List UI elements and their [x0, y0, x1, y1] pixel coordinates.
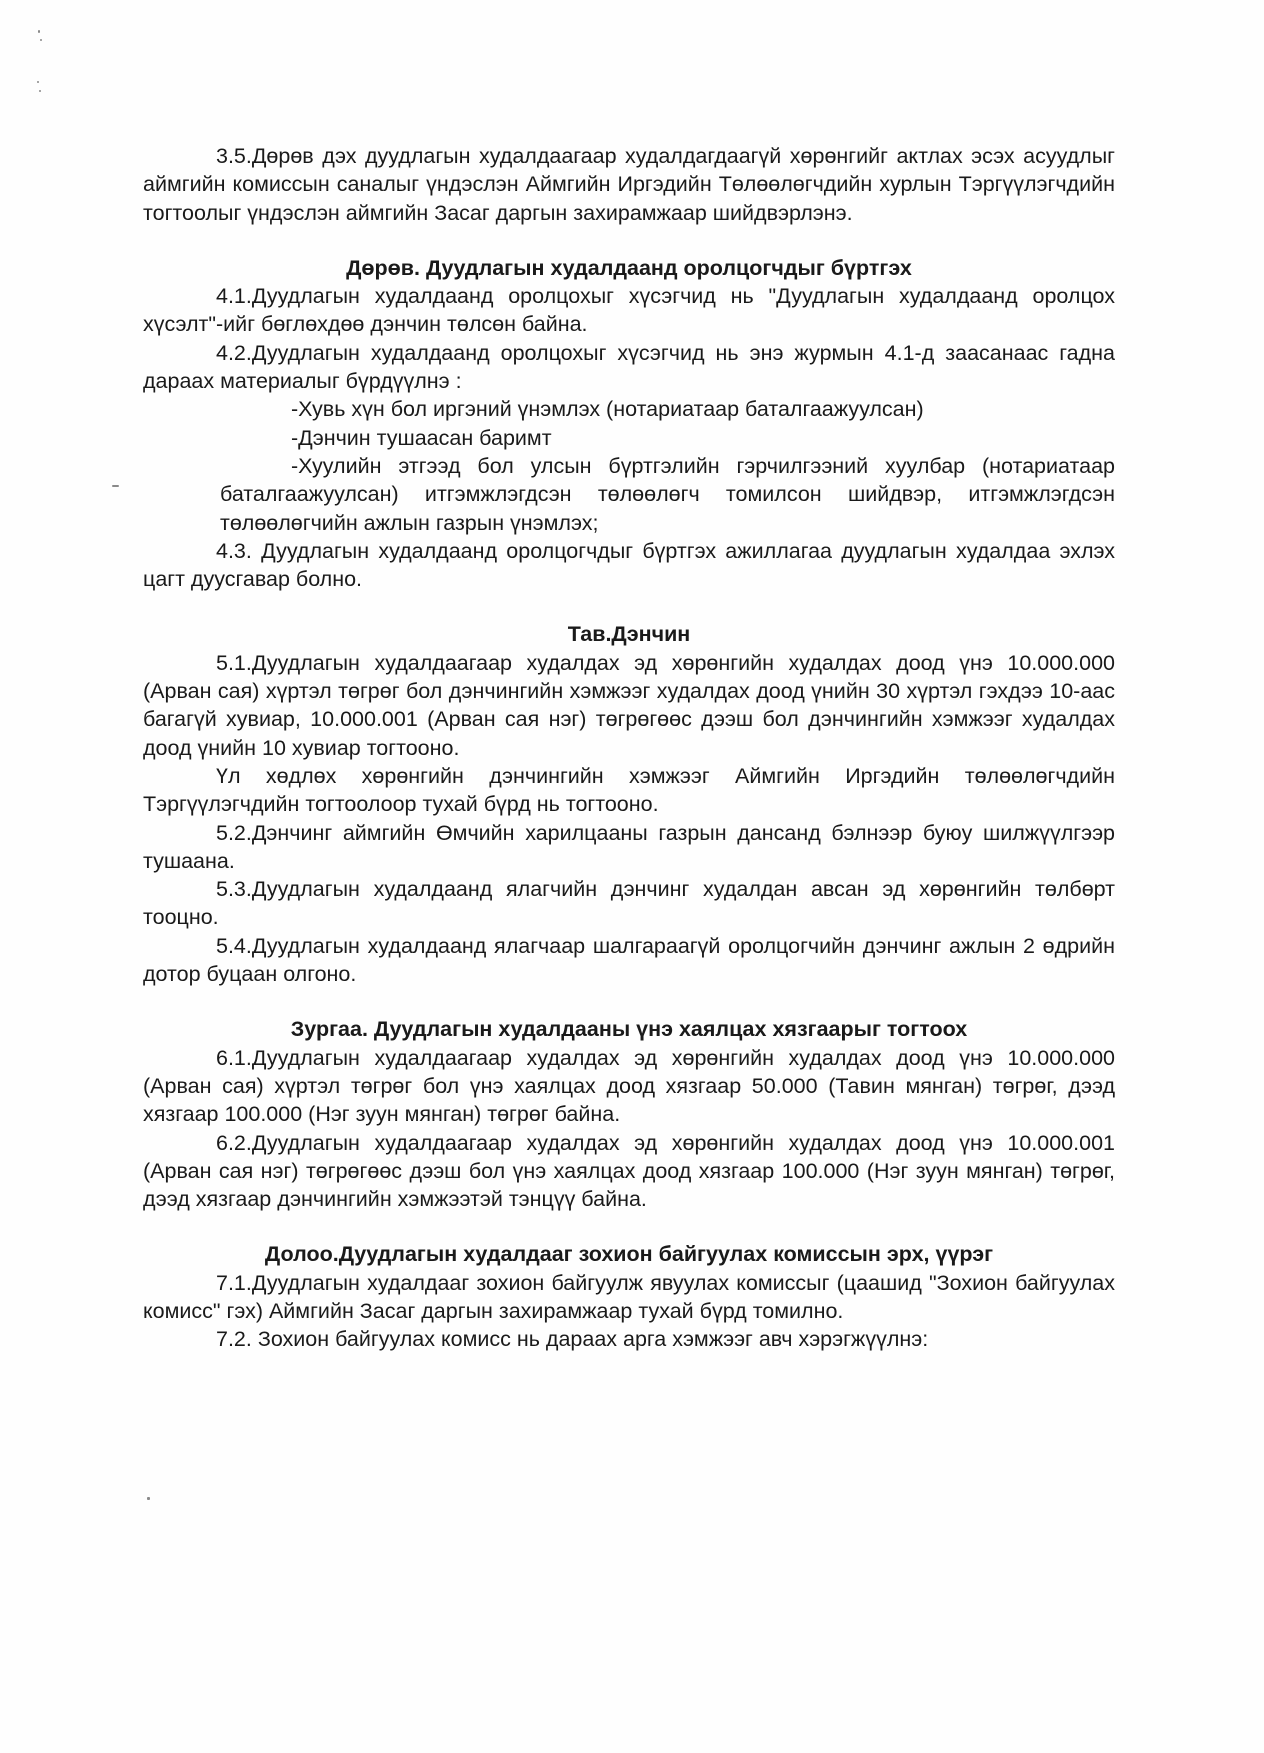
section-6-heading: Зургаа. Дуудлагын худалдааны үнэ хаялцах хязгаарыг тогтоох	[290, 1017, 968, 1042]
section-5-clause-4: 5.4.Дуудлагын худалдаанд ялагчаар шалгараагүй оролцогчийн дэнчинг ажлын 2 өдрийн дотор буцаан олгоно.	[143, 933, 1115, 987]
section-7-heading: Долоо.Дуудлагын худалдааг зохион байгуулах комиссын эрх, үүрэг	[264, 1242, 994, 1267]
section-4-clause-3: 4.3. Дуудлагын худалдаанд оролцогчдыг бүртгэх ажиллагаа дуудлагын худалдаа эхлэх цагт дуусгавар болно.	[143, 538, 1115, 592]
spacer	[143, 593, 1115, 620]
section-4-clause-2: 4.2.Дуудлагын худалдаанд оролцохыг хүсэгчид нь энэ журмын 4.1-д заасанаас гадна дараах материалыг бүрдүүлнэ :	[143, 340, 1115, 394]
section-5-clause-1: 5.1.Дуудлагын худалдаагаар худалдах эд хөрөнгийн худалдах доод үнэ 10.000.000 (Арван сая) хүртэл төгрөг бол дэнчингийн хэмжээг худалдах доод үнийн 30 хүртэл гэхдээ 10-аас багагүй хувиар, 10.000.001 (Арван сая нэг) төгрөгөөс дээш бол дэнчингийн хэмжээг худалдах доод үнийн 10 хувиар тогтооно.	[143, 650, 1115, 760]
section-5-heading: Тав.Дэнчин	[567, 622, 691, 647]
section-6-clause-2: 6.2.Дуудлагын худалдаагаар худалдах эд хөрөнгийн худалдах доод үнэ 10.000.001 (Арван сая нэг) төгрөгөөс дээш бол үнэ хаялцах доод хязгаар 100.000 (Нэг зуун мянган) төгрөг, дээд хязгаар дэнчингийн хэмжээтэй тэнцүү байна.	[143, 1130, 1115, 1212]
section-4-heading: Дөрөв. Дуудлагын худалдаанд оролцогчдыг бүртгэх	[346, 255, 912, 280]
section-7-clause-2: 7.2. Зохион байгуулах комисс нь дараах арга хэмжээг авч хэрэгжүүлнэ:	[216, 1327, 929, 1352]
scan-speck	[38, 30, 40, 33]
section-5-clause-3: 5.3.Дуудлагын худалдаанд ялагчийн дэнчинг худалдан авсан эд хөрөнгийн төлбөрт тооцно.	[143, 877, 1115, 930]
scan-speck	[37, 81, 39, 83]
spacer	[143, 227, 1115, 254]
spacer	[143, 988, 1115, 1015]
section-4-list-item-3: -Хуулийн этгээд бол улсын бүртгэлийн гэрчилгээний хуулбар (нотариатаар баталгаажуулсан) итгэмжлэгдсэн төлөөлөгч томилсон шийдвэр, итгэмжлэгдсэн төлөөлөгчийн ажлын газрын үнэмлэх;	[220, 453, 1115, 535]
section-5-clause-1-continued: Үл хөдлөх хөрөнгийн дэнчингийн хэмжээг Аймгийн Иргэдийн төлөөлөгчдийн Тэргүүлэгчдийн тогтоолоор тухай бүрд нь тогтооно.	[143, 763, 1115, 817]
section-3-clause-5: 3.5.Дөрөв дэх дуудлагын худалдаагаар худалдагдаагүй хөрөнгийг актлах эсэх асуудлыг аймгийн комиссын саналыг үндэслэн Аймгийн Иргэдийн Төлөөлөгчдийн хурлын Тэргүүлэгчдийн тогтоолыг үндэслэн аймгийн Засаг даргын захирамжаар шийдвэрлэнэ.	[143, 144, 1115, 225]
scan-speck	[147, 1497, 150, 1500]
document-body	[143, 142, 1115, 1354]
section-4-clause-1: 4.1.Дуудлагын худалдаанд оролцохыг хүсэгчид нь "Дуудлагын худалдаанд оролцох хүсэлт"-ийг бөглөхдөө дэнчин төлсөн байна.	[143, 284, 1115, 337]
section-6-clause-1: 6.1.Дуудлагын худалдаагаар худалдах эд хөрөнгийн худалдах доод үнэ 10.000.000 (Арван сая) хүртэл төгрөг бол үнэ хаялцах доод хязгаар 50.000 (Тавин мянган) төгрөг, дээд хязгаар 100.000 (Нэг зуун мянган) төгрөг байна.	[143, 1045, 1115, 1127]
scan-speck	[39, 90, 41, 92]
scan-speck	[40, 39, 42, 41]
section-4-list-item-2: -Дэнчин тушаасан баримт	[291, 425, 552, 450]
section-5-clause-2: 5.2.Дэнчинг аймгийн Өмчийн харилцааны газрын дансанд бэлнээр буюу шилжүүлгээр тушаана.	[143, 820, 1115, 873]
section-7-clause-1: 7.1.Дуудлагын худалдааг зохион байгуулж явуулах комиссыг (цаашид "Зохион байгуулах комисс" гэх) Аймгийн Засаг даргын захирамжаар тухай бүрд томилно.	[143, 1270, 1115, 1323]
section-4-list-item-1: -Хувь хүн бол иргэний үнэмлэх (нотариатаар баталгаажуулсан)	[291, 397, 924, 422]
spacer	[143, 1213, 1115, 1240]
scan-speck	[112, 485, 119, 487]
